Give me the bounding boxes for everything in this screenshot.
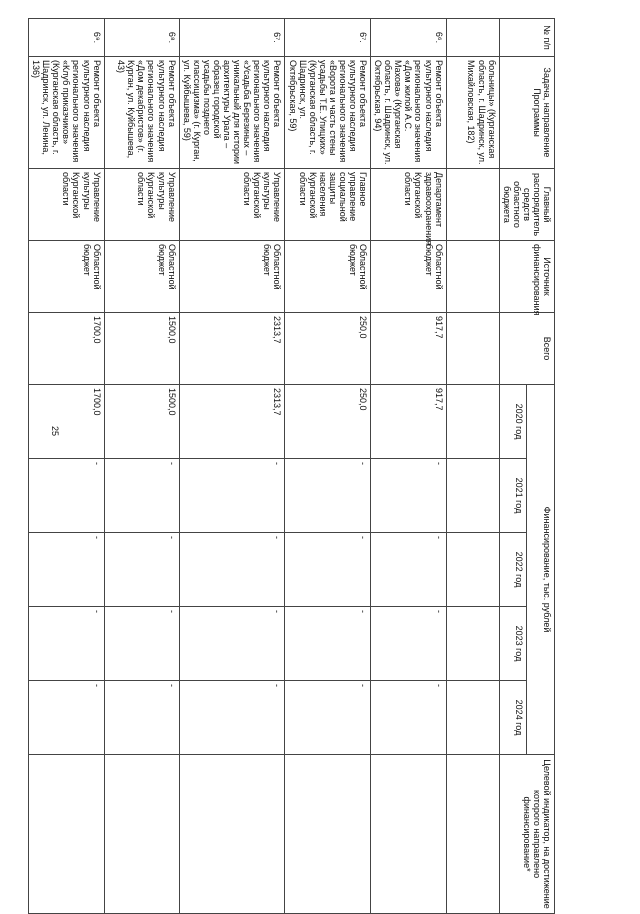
- row-number-cell: 6⁷.: [285, 19, 371, 57]
- year-2022-cell: -: [29, 533, 105, 607]
- year-2024-cell: -: [29, 681, 105, 755]
- source-cell: Областной бюджет: [285, 241, 371, 313]
- year-2024-cell: [446, 681, 499, 755]
- year-2023-cell: -: [104, 607, 179, 681]
- row-number-cell: [446, 19, 499, 57]
- manager-cell: Главное управление социальной защиты населения Курганской области: [285, 169, 371, 241]
- header-task: Задача, направление Программы: [499, 57, 554, 169]
- year-2022-cell: -: [179, 533, 285, 607]
- total-cell: 1500,0: [104, 313, 179, 385]
- year-2021-cell: -: [371, 459, 447, 533]
- table-row: [104, 19, 179, 914]
- manager-cell: Управление культуры Курганской области: [29, 169, 105, 241]
- header-total: Всего: [499, 313, 554, 385]
- year-2020-cell: [446, 385, 499, 459]
- table-row: [446, 19, 499, 914]
- year-2023-cell: -: [29, 607, 105, 681]
- row-number-cell: 6⁸.: [104, 19, 179, 57]
- total-cell: 2313,7: [179, 313, 285, 385]
- header-financing: Финансирование, тыс. рублей: [527, 385, 555, 755]
- year-2024-cell: -: [371, 681, 447, 755]
- table-row: [29, 19, 105, 914]
- header-source: Источник финансирования: [499, 241, 554, 313]
- header-year: 2023 год: [499, 607, 527, 681]
- total-cell: [446, 313, 499, 385]
- financing-table: [28, 18, 555, 914]
- year-2023-cell: -: [179, 607, 285, 681]
- total-cell: 250,0: [285, 313, 371, 385]
- indicator-cell: [285, 755, 371, 914]
- table-row: [179, 19, 285, 914]
- manager-cell: [446, 169, 499, 241]
- task-cell: Ремонт объекта культурного наследия регионального значения «Усадьба Березиных – уникальный для истории архитектуры Урала – образец городской усадьбы позднего классицизма» (г. Курган, ул. Куйбышева, 59): [179, 57, 285, 169]
- header-num: № п/п: [499, 19, 554, 57]
- year-2024-cell: -: [104, 681, 179, 755]
- year-2023-cell: -: [285, 607, 371, 681]
- header-manager: Главный распорядитель средств областного бюджета: [499, 169, 554, 241]
- header-year: 2020 год: [499, 385, 527, 459]
- row-number-cell: 6⁹.: [29, 19, 105, 57]
- task-cell: Ремонт объекта культурного наследия регионального значения «Ворота и часть стены усадьбы Т.Е. Упицких» (Курганская область, г. Шадринск, ул. Октябрьская, 59): [285, 57, 371, 169]
- year-2020-cell: 917,7: [371, 385, 447, 459]
- table-row: [285, 19, 371, 914]
- year-2021-cell: -: [104, 459, 179, 533]
- source-cell: Областной бюджет: [179, 241, 285, 313]
- indicator-cell: [446, 755, 499, 914]
- year-2022-cell: -: [371, 533, 447, 607]
- financing-table-sheet: [31, 18, 555, 909]
- year-2022-cell: -: [104, 533, 179, 607]
- manager-cell: Управление культуры Курганской области: [179, 169, 285, 241]
- year-2023-cell: -: [371, 607, 447, 681]
- year-2020-cell: 1500,0: [104, 385, 179, 459]
- table-row: [371, 19, 447, 914]
- year-2022-cell: [446, 533, 499, 607]
- page-number: 25: [50, 425, 61, 437]
- year-2021-cell: [446, 459, 499, 533]
- year-2020-cell: 2313,7: [179, 385, 285, 459]
- row-number-cell: 6⁷.: [179, 19, 285, 57]
- year-2021-cell: -: [179, 459, 285, 533]
- indicator-cell: [29, 755, 105, 914]
- task-cell: Ремонт объекта культурного наследия регионального значения «Дом декабристов» (г. Курган, ул. Куйбышева, 43): [104, 57, 179, 169]
- header-indicator: Целевой индикатор, на достижение которого направлено финансирование*: [499, 755, 554, 914]
- source-cell: Областной бюджет: [371, 241, 447, 313]
- total-cell: 917,7: [371, 313, 447, 385]
- row-number-cell: 6⁶.: [371, 19, 447, 57]
- source-cell: Областной бюджет: [104, 241, 179, 313]
- manager-cell: Управление культуры Курганской области: [104, 169, 179, 241]
- task-cell: Ремонт объекта культурного наследия регионального значения «Дом жилой А.С. Махова» (Курганская область, г. Шадринск, ул. Октябрьская, 94): [371, 57, 447, 169]
- year-2021-cell: -: [285, 459, 371, 533]
- header-year: 2022 год: [499, 533, 527, 607]
- indicator-cell: [104, 755, 179, 914]
- manager-cell: Департамент здравоохранения Курганской области: [371, 169, 447, 241]
- year-2023-cell: [446, 607, 499, 681]
- indicator-cell: [371, 755, 447, 914]
- source-cell: [446, 241, 499, 313]
- header-year: 2021 год: [499, 459, 527, 533]
- year-2022-cell: -: [285, 533, 371, 607]
- total-cell: 1700,0: [29, 313, 105, 385]
- year-2021-cell: -: [29, 459, 105, 533]
- task-cell: Ремонт объекта культурного наследия регионального значения «Клуб приказчиков» (Курганская область, г. Шадринск, ул. Ленина, 136): [29, 57, 105, 169]
- year-2020-cell: 250,0: [285, 385, 371, 459]
- year-2024-cell: -: [285, 681, 371, 755]
- header-year: 2024 год: [499, 681, 527, 755]
- year-2020-cell: 1700,0: [29, 385, 105, 459]
- year-2024-cell: -: [179, 681, 285, 755]
- source-cell: Областной бюджет: [29, 241, 105, 313]
- task-cell: больницы» (Курганская область, г. Шадринск, ул. Михайловская, 182): [446, 57, 499, 169]
- indicator-cell: [179, 755, 285, 914]
